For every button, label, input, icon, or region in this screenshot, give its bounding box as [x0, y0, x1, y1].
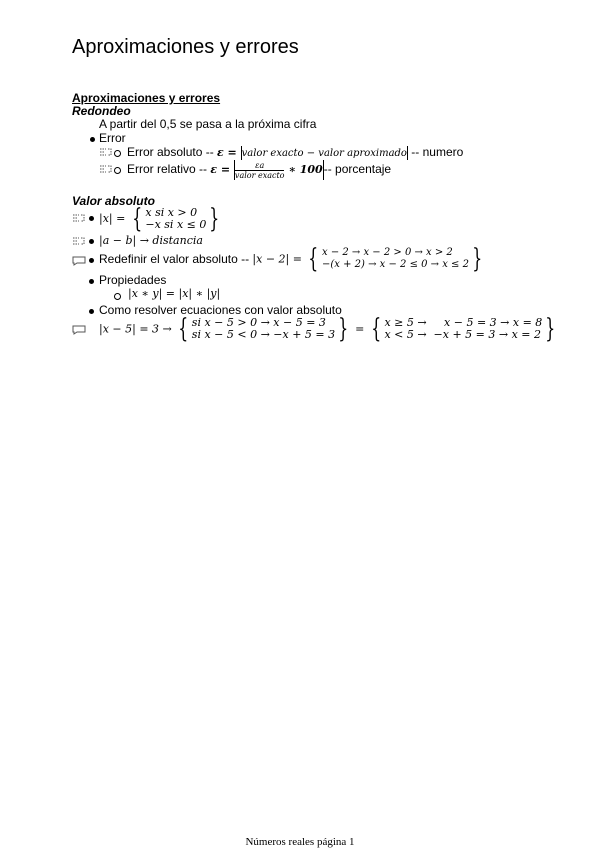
ecu-eq: =	[351, 322, 368, 336]
abs-suffix: -- numero	[411, 145, 464, 159]
ecuacion-formula	[99, 316, 559, 342]
redondeo-intro: A partir del 0,5 se pasa a la próxima cifra	[99, 117, 317, 131]
def-case2: −x si x ≤ 0	[145, 218, 207, 231]
ecu-res1: x ≥ 5 → x − 5 = 3 → x = 8	[384, 316, 543, 329]
rel-label: Error relativo --	[127, 162, 211, 177]
redef-lhs: |x − 2| =	[252, 252, 306, 266]
abs-formula: ε =	[217, 146, 241, 159]
page-footer: Números reales página 1	[245, 836, 355, 848]
ecu-lhs: |x − 5| = 3 →	[99, 322, 176, 336]
comment-icon	[72, 325, 86, 335]
redef-label: Redefinir el valor absoluto --	[99, 252, 253, 266]
ecu-res2: x < 5 → −x + 5 = 3 → x = 2	[384, 328, 542, 341]
redef-case1: x − 2 → x − 2 > 0 → x > 2	[322, 247, 453, 258]
abs-inner: valor exacto − valor aproximado	[241, 148, 407, 159]
bullet-icon	[89, 309, 94, 314]
redefinir-line	[99, 246, 486, 272]
bullet-icon	[89, 216, 94, 221]
valor-absoluto-heading: Valor absoluto	[72, 194, 155, 208]
rel-num: εa	[235, 161, 285, 171]
ink-icon	[99, 147, 113, 157]
brace-icon: {	[178, 314, 189, 344]
redondeo-heading: Redondeo	[72, 104, 131, 118]
section-heading: Aproximaciones y errores	[72, 91, 221, 105]
ecuaciones-label: Como resolver ecuaciones con valor absoluto	[99, 303, 342, 317]
comment-icon	[72, 256, 86, 266]
def-formula	[99, 206, 223, 232]
ecu-case2: si x − 5 < 0 → −x + 5 = 3	[191, 328, 336, 341]
rel-mult: ∗ 100	[284, 163, 323, 177]
bullet-icon	[89, 258, 94, 263]
error-label: Error	[99, 131, 126, 145]
brace-icon: {	[371, 314, 382, 344]
bullet-icon	[89, 239, 94, 244]
ink-icon	[72, 236, 86, 246]
rel-den: valor exacto	[234, 170, 285, 180]
prop1-formula: |x ∗ y| = |x| ∗ |y|	[128, 287, 221, 300]
redef-cases	[322, 247, 469, 271]
dist-formula: |a − b| → distancia	[99, 234, 203, 247]
rel-fraction	[235, 161, 285, 180]
bullet-icon	[89, 279, 94, 284]
rel-formula: ε =	[210, 163, 234, 177]
brace-close-icon: }	[545, 314, 556, 344]
error-absoluto-line	[127, 145, 463, 160]
ink-icon	[72, 213, 86, 223]
brace-close-icon: }	[338, 314, 349, 344]
circle-bullet-icon	[114, 167, 121, 174]
error-relativo-line	[127, 160, 391, 180]
propiedades-label: Propiedades	[99, 273, 167, 287]
abs-label: Error absoluto --	[127, 145, 218, 159]
redef-case2: −(x + 2) → x − 2 ≤ 0 → x ≤ 2	[322, 259, 469, 270]
ink-icon	[99, 164, 113, 174]
circle-bullet-icon	[114, 150, 121, 157]
def-case1: x si x > 0	[145, 206, 198, 219]
def-cases	[145, 207, 206, 231]
page-title: Aproximaciones y errores	[72, 36, 299, 58]
ecu-cases	[192, 317, 335, 341]
circle-bullet-icon	[114, 293, 121, 300]
ecu-results	[384, 317, 542, 341]
ecu-case1: si x − 5 > 0 → x − 5 = 3	[191, 316, 326, 329]
rel-suffix: -- porcentaje	[323, 162, 392, 177]
def-lhs: |x| =	[99, 212, 129, 226]
brace-icon: {	[308, 244, 319, 274]
brace-icon: {	[132, 204, 143, 234]
bullet-icon	[90, 137, 95, 142]
brace-close-icon: }	[209, 204, 220, 234]
brace-close-icon: }	[472, 244, 483, 274]
abs-bar-right	[407, 146, 408, 160]
